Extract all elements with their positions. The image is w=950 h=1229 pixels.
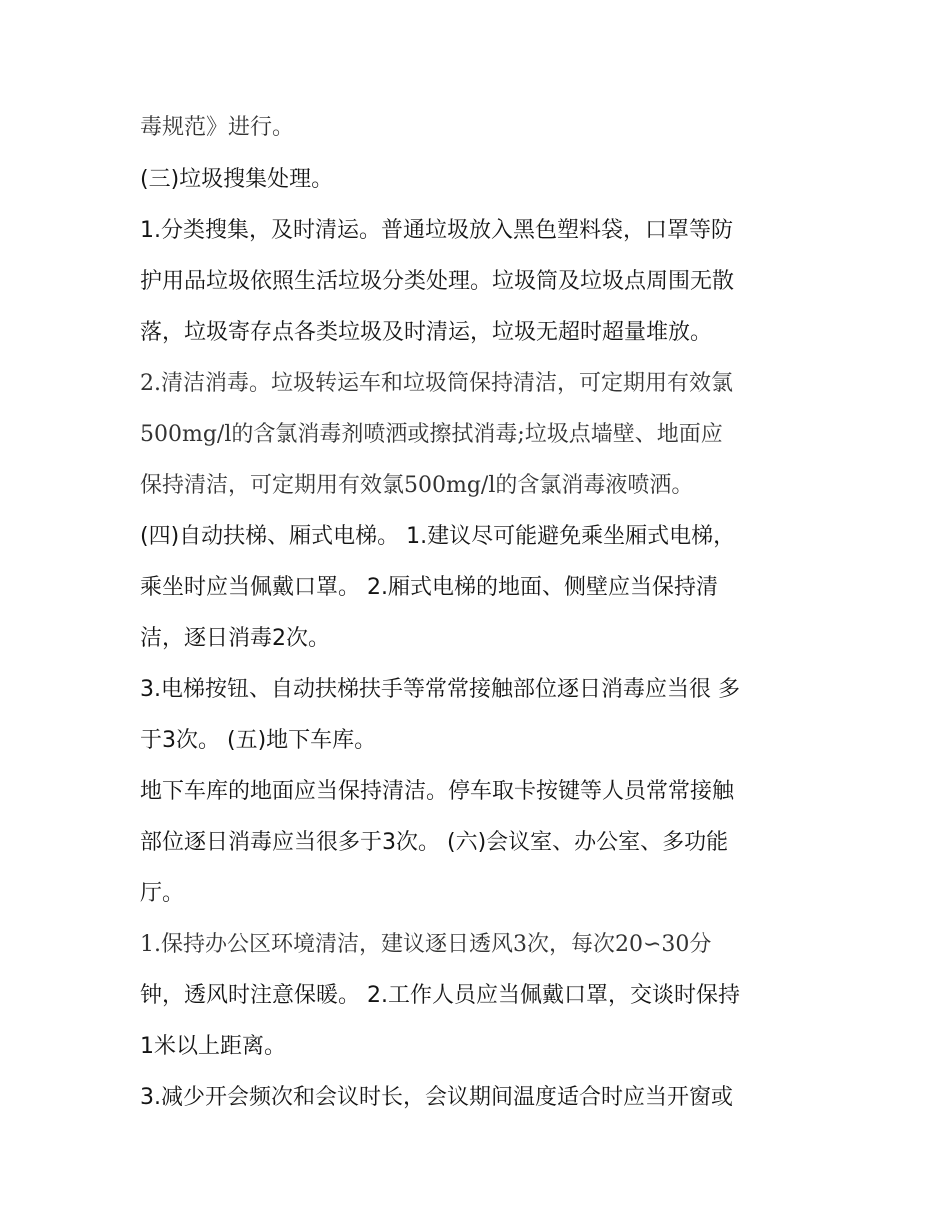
text-line: 保持清洁，可定期用有效氯500mg/l的含氯消毒液喷洒。	[140, 473, 694, 498]
text-line: 于3次。 (五)地下车库。	[140, 728, 377, 753]
text-line: 毒规范》进行。	[140, 115, 295, 140]
text-line: 3.减少开会频次和会议时长，会议期间温度适合时应当开窗或	[140, 1085, 733, 1110]
text-line: 1.保持办公区环境清洁，建议逐日透风3次，每次20∽30分	[140, 932, 712, 957]
section-heading: (三)垃圾搜集处理。	[140, 167, 334, 192]
text-line: 钟，透风时注意保暖。 2.工作人员应当佩戴口罩，交谈时保持	[140, 983, 740, 1008]
text-line: 乘坐时应当佩戴口罩。 2.厢式电梯的地面、侧壁应当保持清	[140, 575, 718, 600]
text-line: 洁，逐日消毒2次。	[140, 626, 330, 651]
text-line: 500mg/l的含氯消毒剂喷洒或擦拭消毒;垃圾点墙壁、地面应	[140, 422, 723, 447]
text-line: 护用品垃圾依照生活垃圾分类处理。垃圾筒及垃圾点周围无散	[140, 269, 735, 294]
text-line: 厅。	[140, 881, 185, 906]
text-line: 部位逐日消毒应当很多于3次。 (六)会议室、办公室、多功能	[140, 830, 729, 855]
section-heading: (四)自动扶梯、厢式电梯。 1.建议尽可能避免乘坐厢式电梯，	[140, 524, 736, 549]
text-line: 3.电梯按钮、自动扶梯扶手等常常接触部位逐日消毒应当很 多	[140, 677, 740, 702]
text-line: 1.分类搜集，及时清运。普通垃圾放入黑色塑料袋，口罩等防	[140, 218, 733, 243]
text-line: 1米以上距离。	[140, 1034, 286, 1059]
text-line: 落，垃圾寄存点各类垃圾及时清运，垃圾无超时超量堆放。	[140, 320, 713, 345]
text-line: 地下车库的地面应当保持清洁。停车取卡按键等人员常常接触	[140, 779, 735, 804]
text-line: 2.清洁消毒。垃圾转运车和垃圾筒保持清洁，可定期用有效氯	[140, 371, 733, 396]
